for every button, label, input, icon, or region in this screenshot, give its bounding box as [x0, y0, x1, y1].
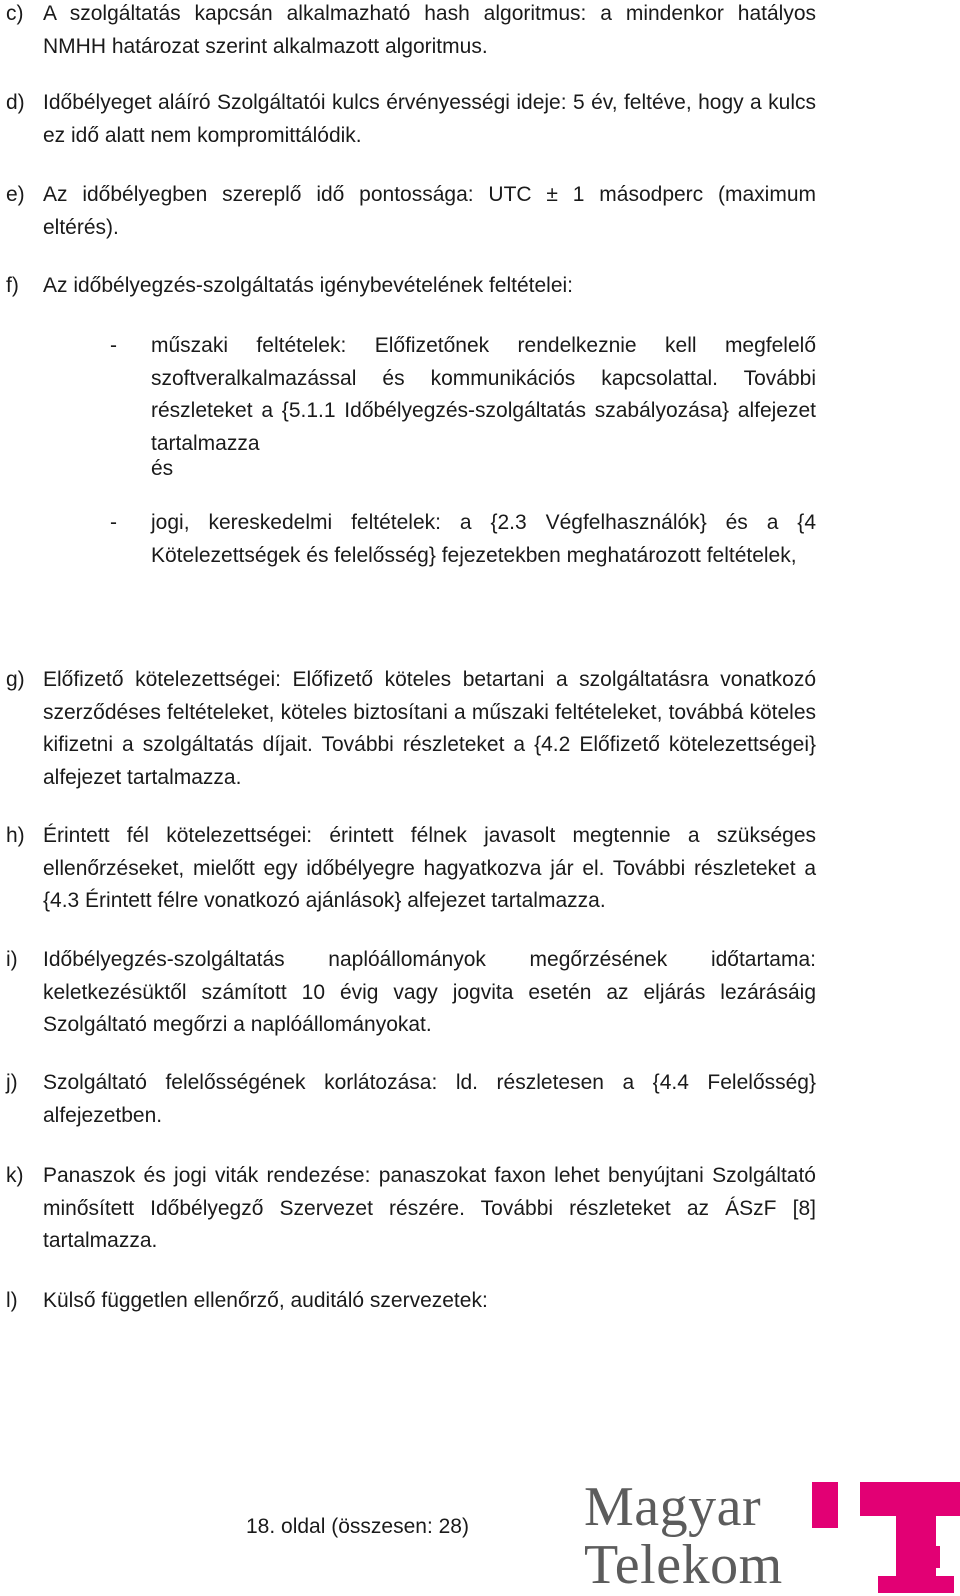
sub-item-legal	[110, 507, 816, 572]
list-item-d	[6, 87, 816, 152]
item-label: j)	[6, 1071, 18, 1094]
page-number: 18. oldal (összesen: 28)	[246, 1515, 469, 1538]
item-label: k)	[6, 1164, 24, 1187]
sub-item-text: jogi, kereskedelmi feltételek: a {2.3 Végfelhasználók} és a {4 Kötelezettségek és felelősség} fejezetekben meghatározott feltételek,	[151, 511, 816, 567]
company-logo-text	[584, 1478, 804, 1594]
list-item-h	[6, 820, 816, 918]
item-text: Az időbélyegzés-szolgáltatás igénybevételének feltételei:	[43, 274, 573, 297]
bullet-dash: -	[110, 511, 117, 534]
list-item-c	[6, 0, 816, 63]
item-label: f)	[6, 274, 19, 297]
telekom-t-logo-icon	[812, 1482, 960, 1593]
bullet-dash: -	[110, 334, 117, 357]
list-item-j	[6, 1067, 816, 1132]
item-text: Panaszok és jogi viták rendezése: panaszokat faxon lehet benyújtani Szolgáltató minősített Időbélyegző Szervezet részére. További részleteket az ÁSzF [8] tartalmazza.	[43, 1164, 816, 1252]
item-label: i)	[6, 948, 18, 971]
sub-item-text: műszaki feltételek: Előfizetőnek rendelkeznie kell megfelelő szoftveralkalmazással és kommunikációs kapcsolattal. További részleteket a {5.1.1 Időbélyegzés-szolgáltatás szabályozása} alfejezet tartalmazza	[151, 334, 816, 455]
item-label: e)	[6, 183, 25, 206]
item-text: A szolgáltatás kapcsán alkalmazható hash algoritmus: a mindenkor hatályos NMHH határozat szerint alkalmazott algoritmus.	[43, 2, 816, 58]
list-item-l	[6, 1285, 816, 1318]
brand-mark	[812, 1482, 960, 1593]
item-text: Az időbélyegben szereplő idő pontossága: UTC ± 1 másodperc (maximum eltérés).	[43, 183, 816, 239]
item-label: d)	[6, 91, 25, 114]
item-text: Szolgáltató felelősségének korlátozása: ld. részletesen a {4.4 Felelősség} alfejezetben.	[43, 1071, 816, 1127]
list-item-e	[6, 179, 816, 244]
item-text: Időbélyegzés-szolgáltatás naplóállományok megőrzésének időtartama: keletkezésüktől számított 10 évig vagy jogvita esetén az eljárás lezárásáig Szolgáltató megőrzi a naplóállományokat.	[43, 948, 816, 1036]
sub-item-technical	[110, 330, 816, 460]
item-text: Érintett fél kötelezettségei: érintett félnek javasolt megtennie a szükséges ellenőrzéseket, mielőtt egy időbélyegre hagyatkozva jár el. További részleteket a {4.3 Érintett félre vonatkozó ajánlások} alfejezet tartalmazza.	[43, 824, 816, 912]
logo-line-2: Telekom	[584, 1534, 783, 1596]
list-item-g	[6, 664, 816, 794]
item-text: Előfizető kötelezettségei: Előfizető köteles betartani a szolgáltatásra vonatkozó szerződéses feltételeket, köteles biztosítani a műszaki feltételeket, továbbá köteles kifizetni a szolgáltatás díjait. További részleteket a {4.2 Előfizető kötelezettségei} alfejezet tartalmazza.	[43, 668, 816, 789]
logo-line-1: Magyar	[584, 1476, 762, 1538]
item-label: h)	[6, 824, 25, 847]
list-item-k	[6, 1160, 816, 1258]
conjunction-text: és	[151, 457, 174, 480]
item-label: g)	[6, 668, 25, 691]
item-text: Időbélyeget aláíró Szolgáltatói kulcs érvényességi ideje: 5 év, feltéve, hogy a kulcs ez idő alatt nem kompromittálódik.	[43, 91, 816, 147]
item-text: Külső független ellenőrző, auditáló szervezetek:	[43, 1289, 488, 1312]
item-label: c)	[6, 2, 24, 25]
item-label: l)	[6, 1289, 18, 1312]
list-item-f	[6, 270, 816, 303]
list-item-i	[6, 944, 816, 1042]
